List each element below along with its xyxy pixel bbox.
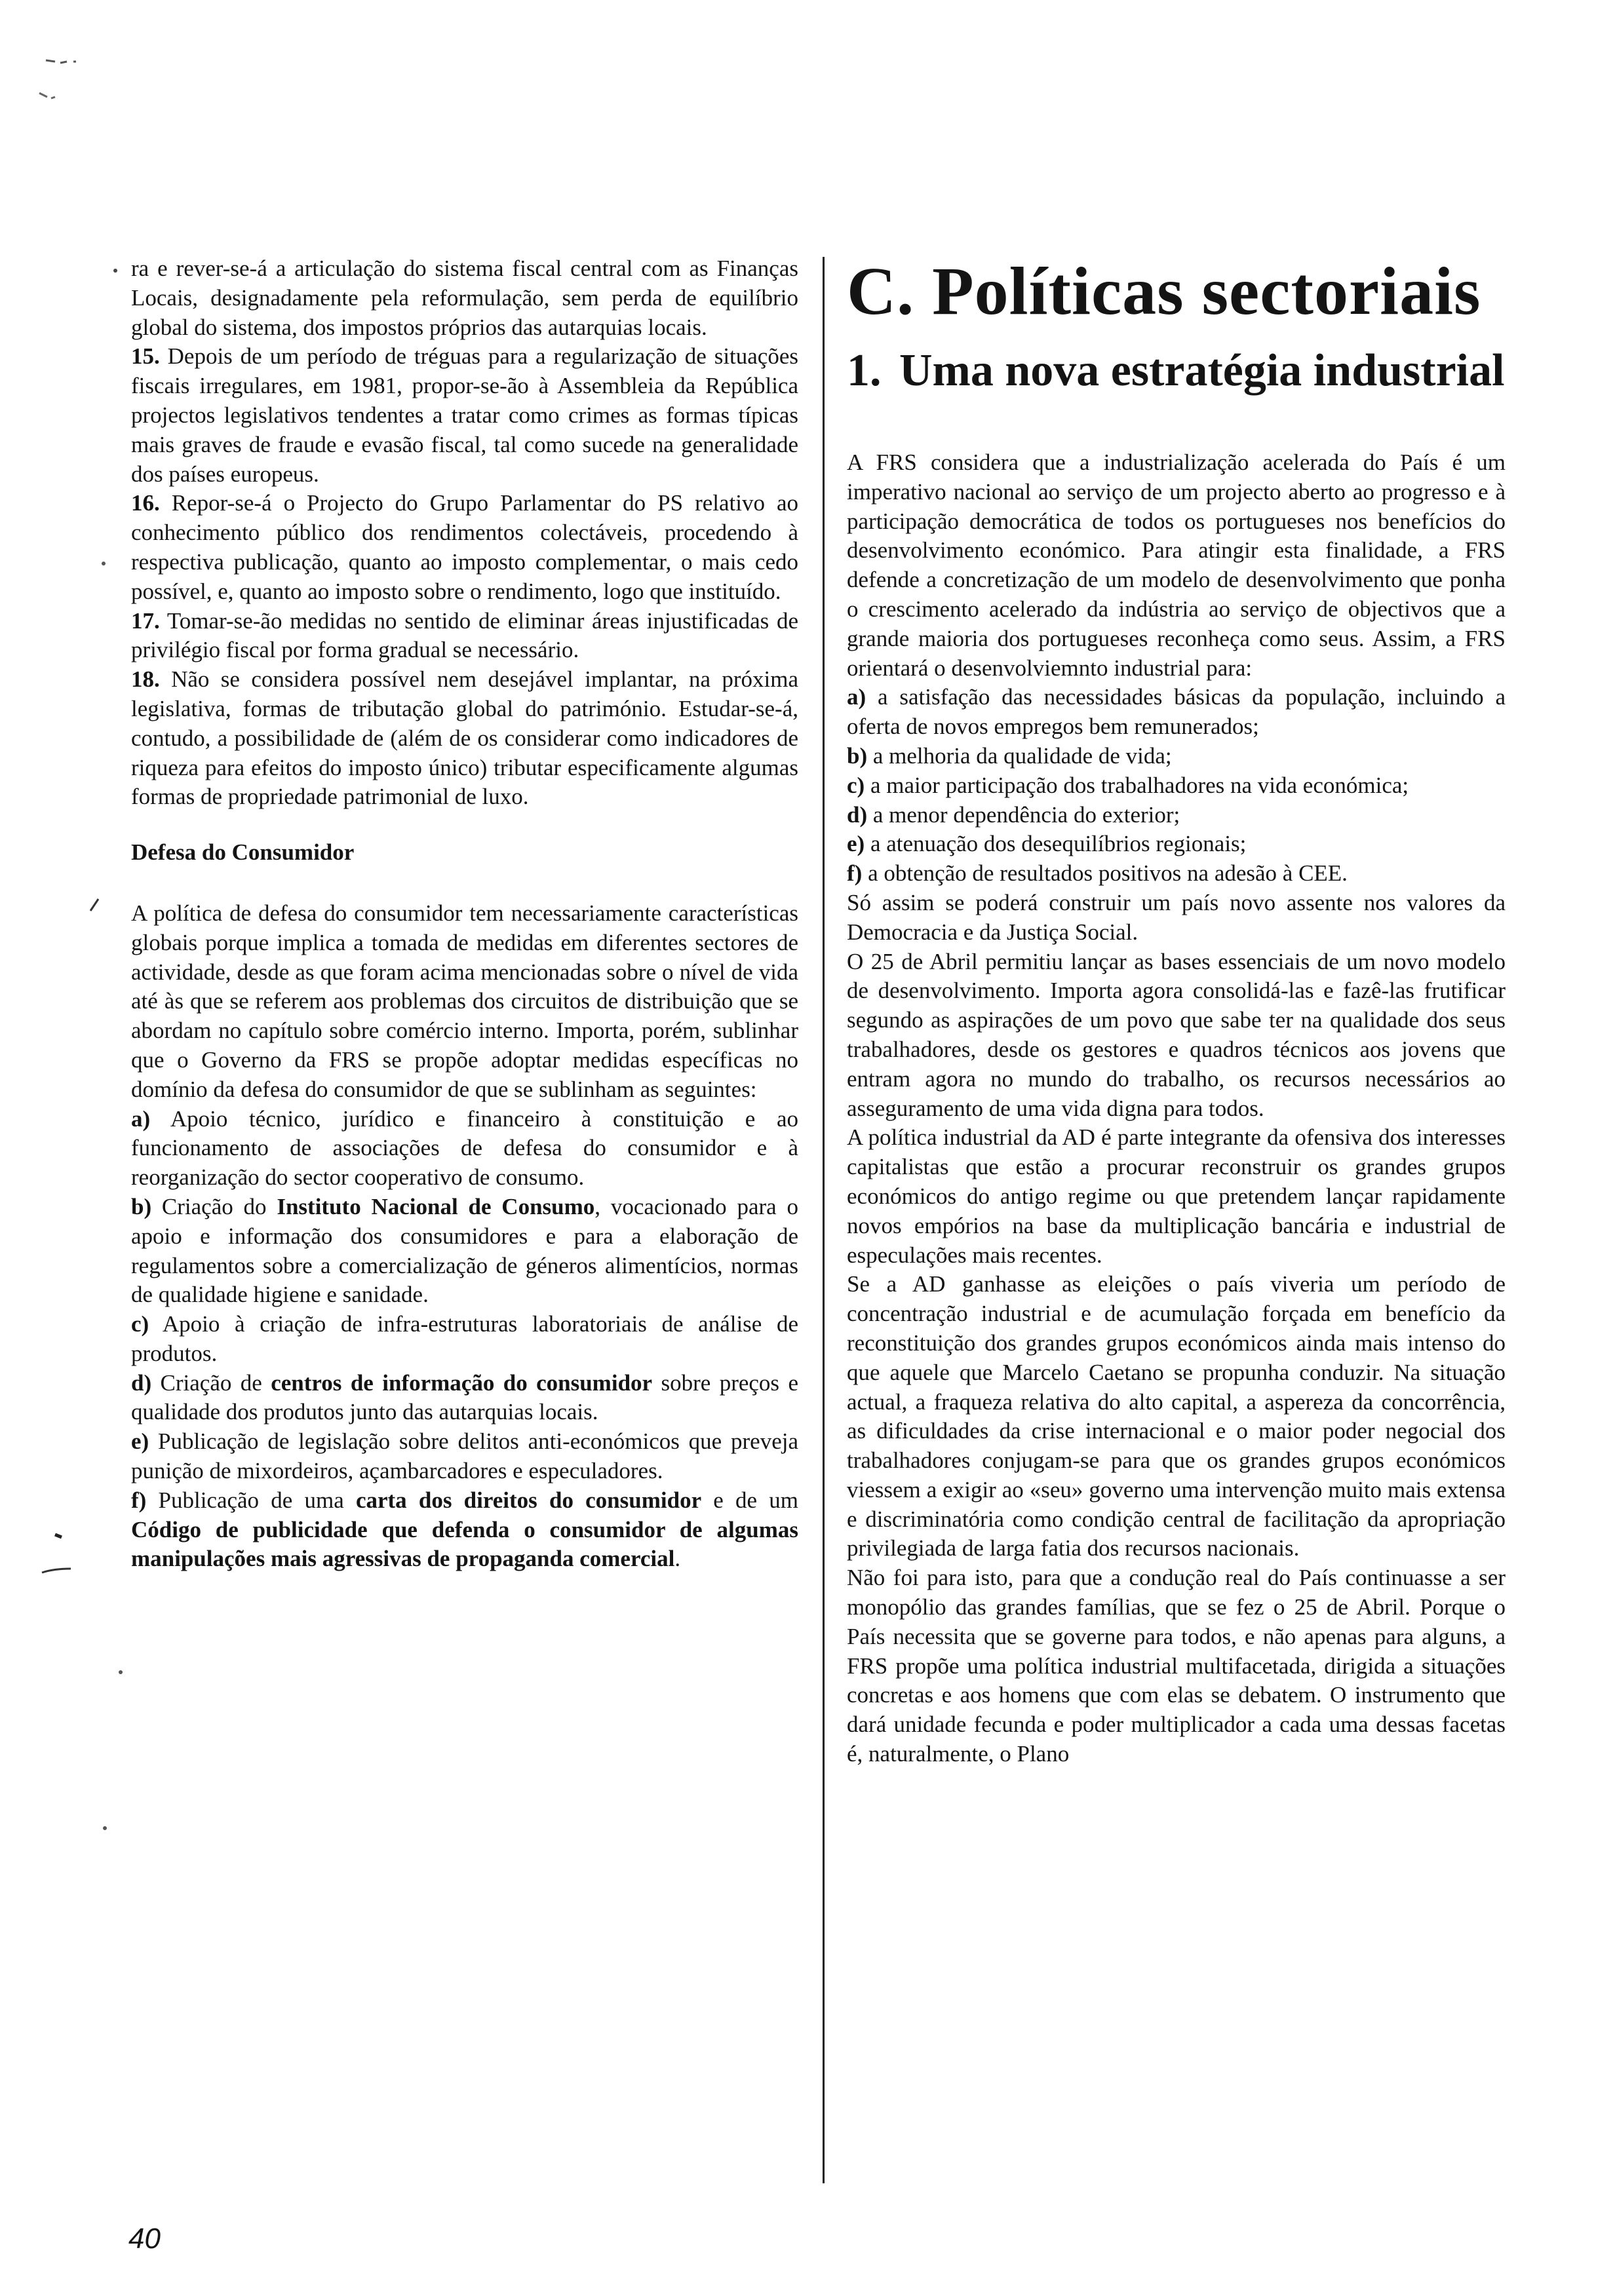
consumer-item-b xyxy=(131,1193,798,1310)
item-text: e de um xyxy=(701,1487,798,1513)
item-text: Repor-se-á o Projecto do Grupo Parlamentar do PS relativo ao conhecimento público dos rendimentos colectáveis, procedendo à respectiva publicação, quanto ao imposto complementar, o mais cedo possível, e, quanto ao imposto sobre o rendimento, logo que instituído. xyxy=(131,490,798,604)
item-text: Depois de um período de tréguas para a regularização de situações fiscais irregulares, em 1981, propor-se-ão à Assembleia da República projectos legislativos tendentes a tratar como crimes as formas típicas mais graves de fraude e evasão fiscal, tal como sucede na generalidade dos países europeus. xyxy=(131,343,798,487)
subheading-defesa-consumidor: Defesa do Consumidor xyxy=(131,839,355,866)
item-text: . xyxy=(674,1546,681,1572)
consumer-item-e xyxy=(131,1427,798,1486)
item-text: a atenuação dos desequilíbrios regionais; xyxy=(865,831,1247,857)
item-text: sobre preços e qualidade dos produtos junto das autarquias locais. xyxy=(131,1369,798,1425)
item-emphasis: Código de publicidade que defenda o consumidor de algumas manipulações mais agressivas de propaganda comercial xyxy=(131,1516,798,1572)
item-label: d) xyxy=(131,1369,152,1396)
item-17 xyxy=(131,607,798,666)
item-text: a menor dependência do exterior; xyxy=(867,801,1180,828)
item-number: 18. xyxy=(131,666,160,693)
item-18 xyxy=(131,665,798,812)
item-text: a obtenção de resultados positivos na adesão à CEE. xyxy=(862,860,1348,887)
item-15 xyxy=(131,342,798,489)
item-text: a maior participação dos trabalhadores na vida económica; xyxy=(865,772,1409,798)
item-text: Apoio à criação de infra-estruturas laboratoriais de análise de produtos. xyxy=(131,1311,798,1366)
objective-item-e xyxy=(847,830,1506,859)
item-emphasis: carta dos direitos do consumidor xyxy=(355,1487,702,1513)
objective-item-b xyxy=(847,742,1506,771)
paragraph: O 25 de Abril permitiu lançar as bases essenciais de um novo modelo de desenvolvimento. Importa agora consolidá-las e fazê-las frutificar segundo as aspirações de um povo que sabe ter na qualidade dos seus trabalhadores, desde os gestores e quadros técnicos aos jovens que entram agora no mundo do trabalho, os recursos necessários ao asseguramento de uma vida digna para todos. xyxy=(847,948,1506,1121)
item-text: Apoio técnico, jurídico e financeiro à constituição e ao funcionamento de associações de defesa do consumidor e à reorganização do sector cooperativo de consumo. xyxy=(131,1105,798,1191)
item-label: e) xyxy=(131,1428,149,1455)
column-divider xyxy=(823,257,825,2183)
item-text: a satisfação das necessidades básicas da população, incluindo a oferta de novos empregos bem remunerados; xyxy=(847,684,1506,740)
paragraph: Se a AD ganhasse as eleições o país viveria um período de concentração industrial e de acumulação forçada em benefício da reconstituição dos grandes grupos económicos ainda mais intenso do que aquele que Marcelo Caetano se propunha conduzir. Na situação actual, a fraqueza relativa do alto capital, a aspereza da concorrência, as dificuldades da crise internacional e o maior poder negocial dos trabalhadores conjugam-se para que os grandes grupos económicos viessem a exigir ao «seu» governo uma intervenção muito mais extensa e discriminatória como condição central de facilitação da apropriação privilegiada de larga fatia dos recursos nacionais. xyxy=(847,1271,1506,1561)
right-column xyxy=(847,253,1506,1769)
item-text: Criação do xyxy=(151,1193,277,1219)
left-column xyxy=(131,254,798,1574)
item-text: Publicação de legislação sobre delitos anti-económicos que preveja punição de mixordeiros, açambarcadores e especuladores. xyxy=(131,1428,798,1484)
item-label: b) xyxy=(847,742,868,769)
item-label: c) xyxy=(131,1311,149,1337)
item-label: d) xyxy=(847,801,868,828)
item-text: Não se considera possível nem desejável implantar, na próxima legislativa, formas de tributação global do património. Estudar-se-á, contudo, a possibilidade de (além de os considerar como indicadores de riqueza para efeitos do imposto único) tributar especificamente algumas formas de propriedade patrimonial de luxo. xyxy=(131,666,798,810)
item-emphasis: Instituto Nacional de Consumo xyxy=(277,1193,595,1219)
item-number: 16. xyxy=(131,490,160,516)
continued-paragraph: ra e rever-se-á a articulação do sistema fiscal central com as Finanças Locais, designadamente pela reformulação, sem perda de equilíbrio global do sistema, dos impostos próprios das autarquias locais. xyxy=(131,256,798,340)
item-text: Publicação de uma xyxy=(146,1487,356,1513)
page-number: 40 xyxy=(128,2223,161,2255)
objective-item-d xyxy=(847,801,1506,830)
item-number: 15. xyxy=(131,343,160,370)
item-label: a) xyxy=(131,1105,151,1132)
item-number: 17. xyxy=(131,607,160,634)
objective-item-c xyxy=(847,771,1506,801)
item-label: f) xyxy=(847,860,863,887)
paragraph: A política industrial da AD é parte integrante da ofensiva dos interesses capitalistas que estão a procurar reconstruir os grandes grupos económicos do antigo regime ou que pretendem lançar rapidamente novos empórios na base da multiplicação bancária e industrial de especulações mais recentes. xyxy=(847,1124,1506,1268)
section-title xyxy=(847,345,1506,397)
item-text: a melhoria da qualidade de vida; xyxy=(867,742,1172,769)
item-label: b) xyxy=(131,1193,152,1219)
consumer-intro: A política de defesa do consumidor tem necessariamente características globais porque implica a tomada de medidas em diferentes sectores de actividade, desde as que foram acima mencionadas sobre o nível de vida até às que se referem aos problemas dos circuitos de distribuição que se abordam no capítulo sobre comércio interno. Importa, porém, sublinhar que o Governo da FRS se propõe adoptar medidas específicas no domínio da defesa do consumidor de que se sublinham as seguintes: xyxy=(131,900,798,1102)
consumer-item-d xyxy=(131,1369,798,1428)
consumer-item-f xyxy=(131,1486,798,1574)
item-label: e) xyxy=(847,831,865,857)
item-text: Criação de xyxy=(151,1369,271,1396)
consumer-item-a xyxy=(131,1105,798,1193)
consumer-item-c xyxy=(131,1310,798,1369)
industry-intro: A FRS considera que a industrialização acelerada do País é um imperativo nacional ao serviço de um projecto aberto ao progresso e à participação democrática de todos os portugueses nos benefícios do desenvolvimento económico. Para atingir esta finalidade, a FRS defende a concretização de um modelo de desenvolvimento que ponha o crescimento acelerado da indústria ao serviço de objectivos que a grande maioria dos portugueses reconheça como seus. Assim, a FRS orientará o desenvolviemnto industrial para: xyxy=(847,450,1506,681)
objective-item-f xyxy=(847,859,1506,889)
item-label: f) xyxy=(131,1487,147,1513)
item-text: , vocacionado para o apoio e informação dos consumidores e para a elaboração de regulamentos sobre a comercialização de géneros alimentícios, normas de qualidade higiene e sanidade. xyxy=(131,1193,798,1308)
item-text: Tomar-se-ão medidas no sentido de eliminar áreas injustificadas de privilégio fiscal por forma gradual se necessário. xyxy=(131,607,798,663)
item-label: c) xyxy=(847,772,865,798)
section-number: 1. xyxy=(847,345,882,396)
paragraph: Só assim se poderá construir um país novo assente nos valores da Democracia e da Justiça Social. xyxy=(847,889,1506,945)
chapter-title: C. Políticas sectoriais xyxy=(847,254,1481,329)
objective-item-a xyxy=(847,683,1506,742)
item-16 xyxy=(131,489,798,606)
section-title-text: Uma nova estratégia industrial xyxy=(899,345,1505,396)
item-label: a) xyxy=(847,684,866,710)
item-emphasis: centros de informação do consumidor xyxy=(271,1369,653,1396)
paragraph: Não foi para isto, para que a condução real do País continuasse a ser monopólio das grandes famílias, que se fez o 25 de Abril. Porque o País necessita que se governe para todos, e não apenas para alguns, a FRS propõe uma política industrial multifacetada, dirigida a situações concretas e aos homens que com elas se debatem. O instrumento que dará unidade fecunda e poder multiplicador a cada uma dessas facetas é, naturalmente, o Plano xyxy=(847,1565,1506,1767)
